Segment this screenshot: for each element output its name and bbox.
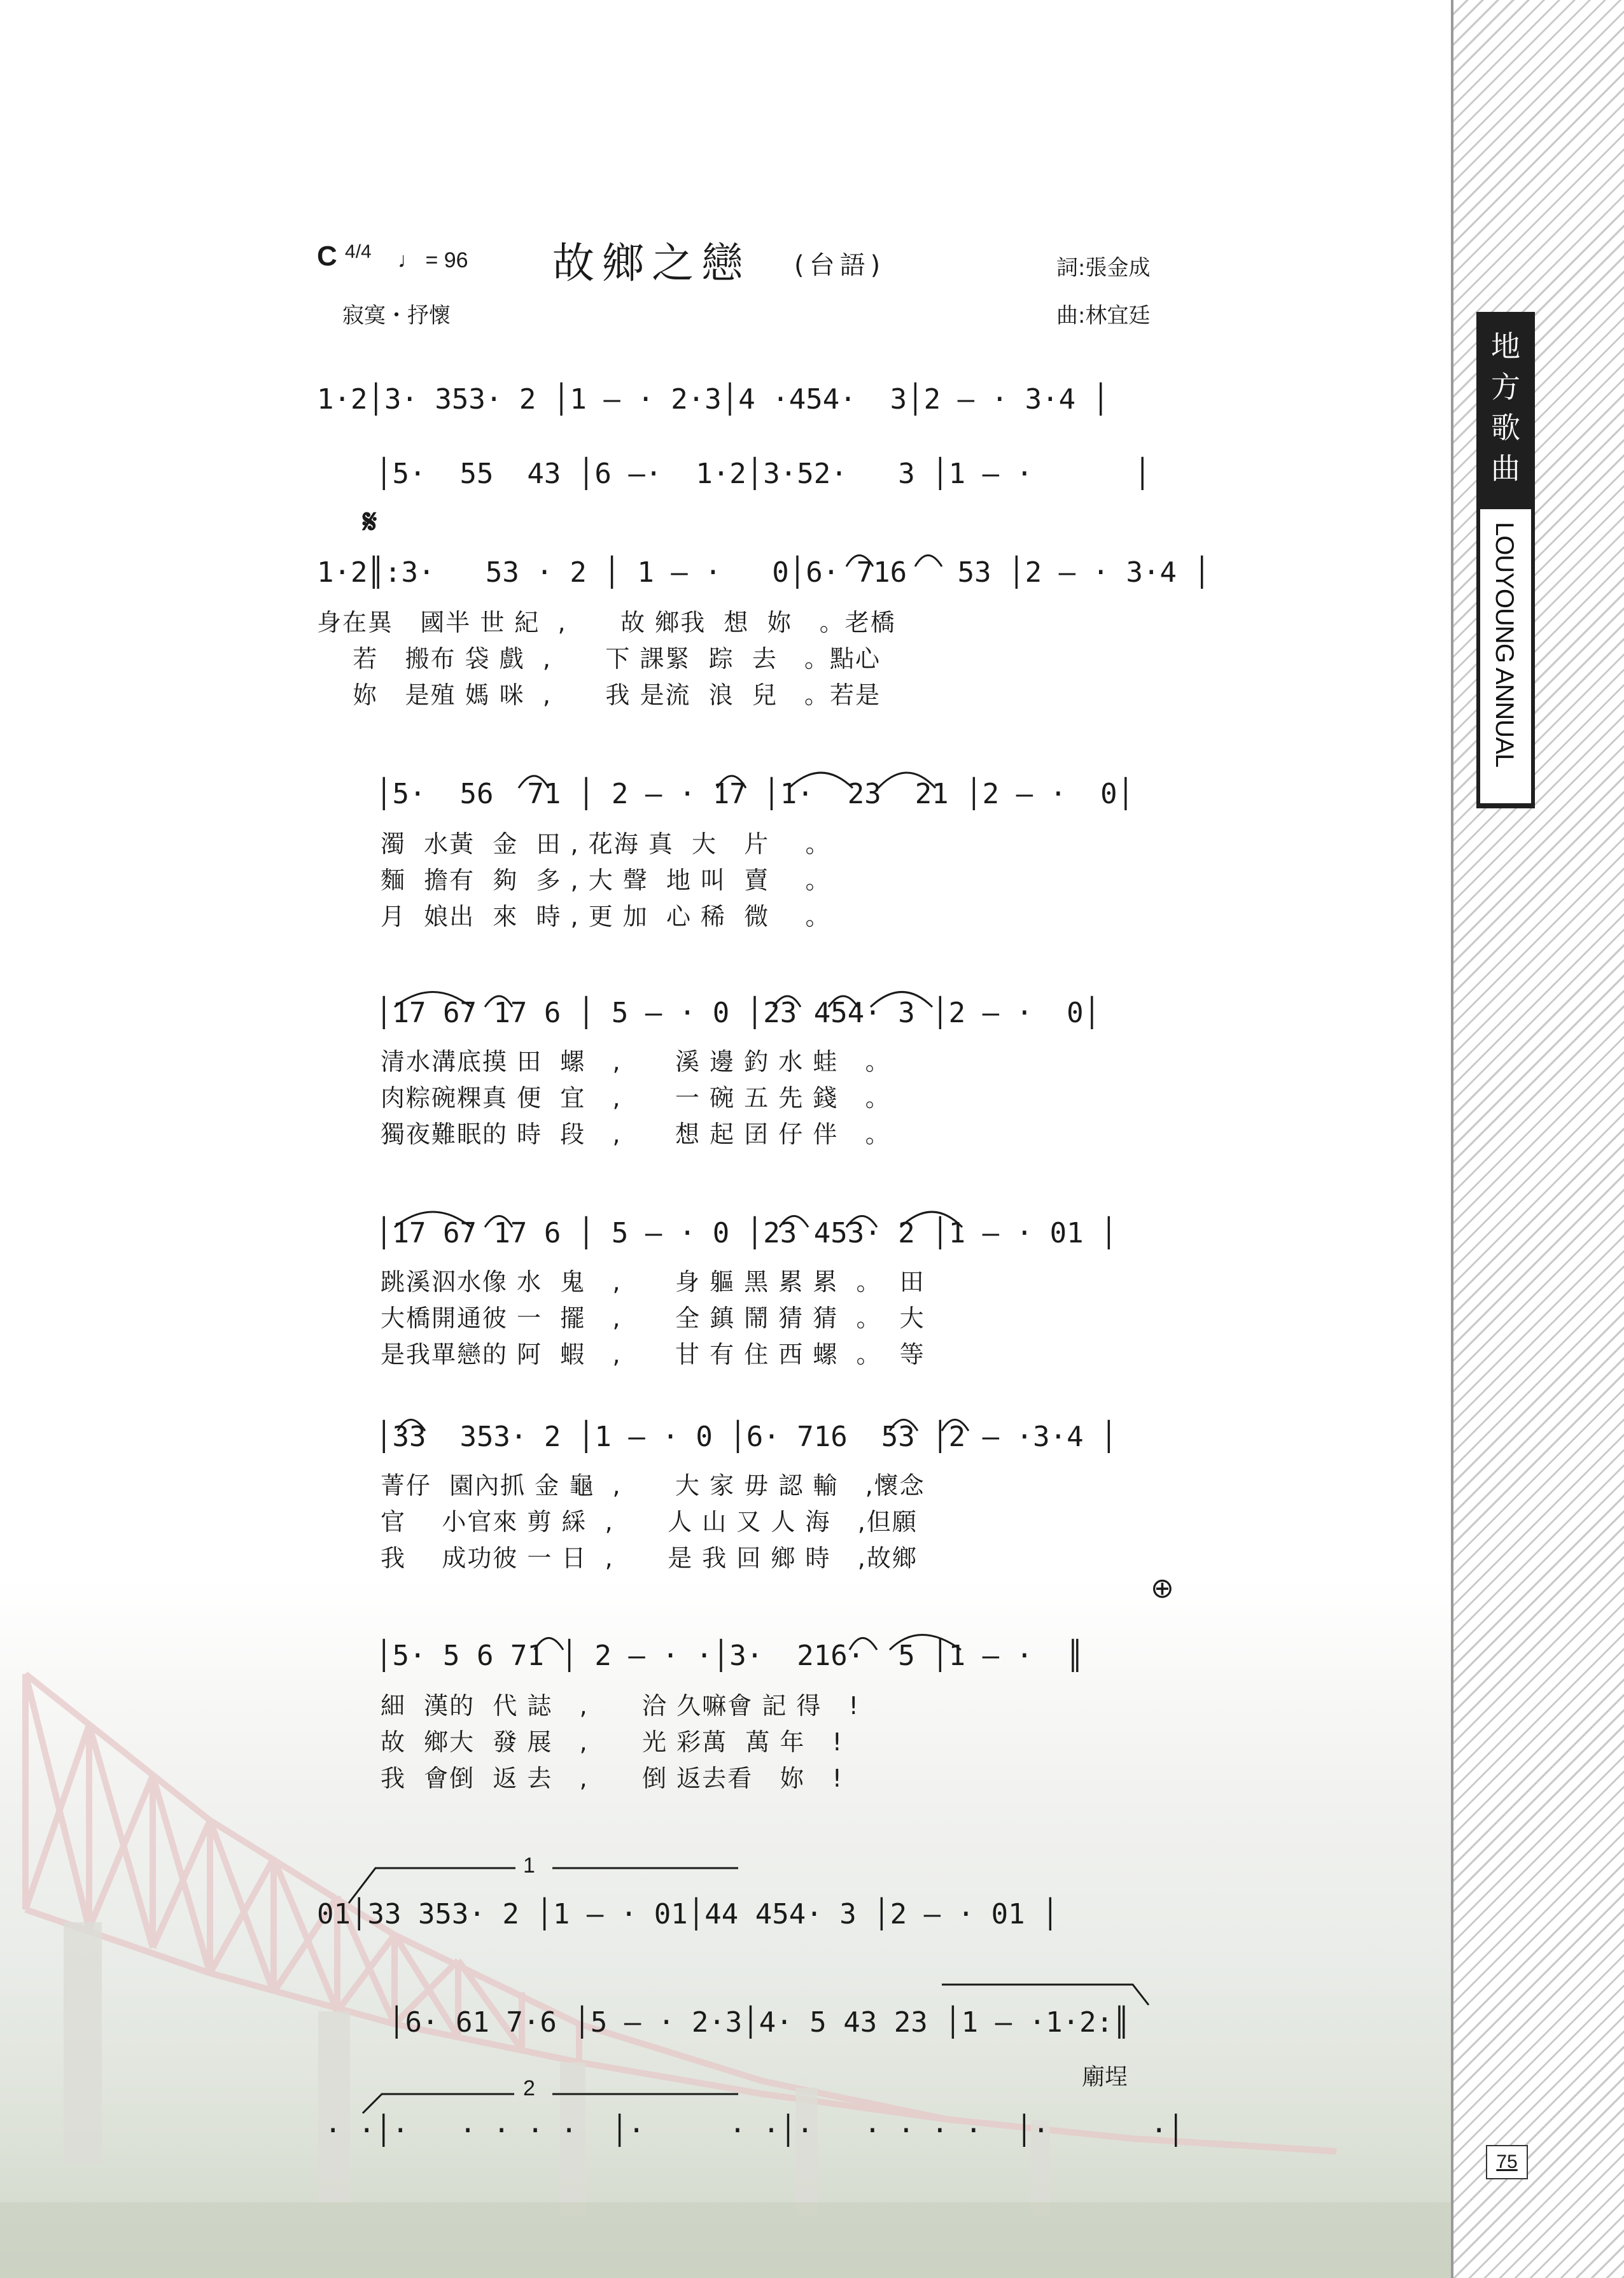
lyrics-line-1-verse-3: 妳 是殖 媽 咪 , 我 是流 浪 兒 。若是 xyxy=(317,681,881,709)
lyrics-line-1-verse-1: 身在異 國半 世 紀 , 故 鄉我 想 妳 。老橋 xyxy=(317,608,896,636)
slur xyxy=(871,992,932,1008)
lyrics-line-2-verse-3: 月 娘出 來 時 , 更 加 心 稀 微 。 xyxy=(381,903,831,931)
slur xyxy=(829,996,858,1007)
annual-label: LOUYOUNG ANNUAL xyxy=(1490,522,1518,768)
slur xyxy=(942,1420,969,1431)
category-char: 方 xyxy=(1491,370,1520,404)
slur xyxy=(890,1420,918,1431)
slur xyxy=(535,1638,563,1650)
slur xyxy=(789,773,853,788)
lyrics-line-5-verse-3: 我 成功彼 一 日 , 是 我 回 鄉 時 ,故鄉 xyxy=(381,1544,918,1572)
lyrics-line-3-verse-1: 清水溝底摸 田 螺 , 溪 邊 釣 水 蛙 。 xyxy=(381,1048,891,1076)
category-char: 歌 xyxy=(1491,411,1520,445)
slur xyxy=(780,1216,808,1228)
lyricist-credit: 詞:張金成 xyxy=(1056,255,1151,281)
segno-sign: 𝄋 xyxy=(363,503,377,541)
category-char: 地 xyxy=(1491,329,1520,363)
song-title: 故鄉之戀 xyxy=(552,239,751,288)
key: C xyxy=(317,241,337,272)
slur xyxy=(846,556,873,567)
slur xyxy=(717,776,746,788)
lyrics-line-2-verse-2: 麵 擔有 夠 多 , 大 聲 地 叫 賣 。 xyxy=(381,866,831,894)
intro-line-2: │5· 55 43 │6 —· 1·2│3·52· 3 │1 — · │ xyxy=(375,458,1151,490)
slur xyxy=(395,1212,471,1227)
lyrics-line-4-verse-2: 大橋開通彼 一 擺 , 全 鎮 鬧 猜 猜 。 大 xyxy=(381,1304,925,1332)
slur xyxy=(900,1212,962,1227)
score-line-5: │33 353· 2 │1 — · 0 │6· 716 53 │2 — ·3·4 │ xyxy=(375,1421,1117,1453)
slur xyxy=(846,1216,877,1228)
score-line-2: │5· 56 71 │ 2 — · 17 │1· 23 21 │2 — · 0│ xyxy=(375,778,1135,810)
volta-bracket xyxy=(363,2094,514,2113)
lyrics-line-4-verse-3: 是我單戀的 阿 蝦 , 甘 有 住 西 螺 。 等 xyxy=(381,1340,925,1368)
lyrics-line-4-verse-1: 跳溪泅水像 水 鬼 , 身 軀 黑 累 累 。 田 xyxy=(381,1268,925,1296)
slur xyxy=(395,992,471,1008)
slur xyxy=(485,1216,512,1228)
score-line-4: │17 67 17 6 │ 5 — · 0 │23 453· 2 │1 — · 01 │ xyxy=(375,1217,1117,1249)
time-signature: 4/4 xyxy=(345,241,372,262)
category-char: 曲 xyxy=(1491,451,1520,486)
lyrics-line-3-verse-3: 獨夜難眠的 時 段 , 想 起 囝 仔 伴 。 xyxy=(381,1120,891,1148)
song-subtitle: (台語) xyxy=(794,251,886,280)
slur xyxy=(773,996,801,1007)
score-line-7: 01│33 353· 2 │1 — · 01│44 454· 3 │2 — · 01 │ xyxy=(317,1898,1059,1930)
mood-marking: 寂寞・抒懷 xyxy=(342,303,451,328)
slur xyxy=(485,996,512,1007)
page-number: 75 xyxy=(1486,2145,1528,2179)
slur xyxy=(890,1635,961,1650)
score-line-9: · ·│· · · · · │· · ·│· · · · · │· ·│ xyxy=(325,2114,1185,2147)
lyrics-line-6-verse-3: 我 會倒 返 去 , 倒 返去看 妳 ! xyxy=(381,1764,843,1792)
first-ending-label: 1 xyxy=(523,1853,535,1878)
volta-bracket xyxy=(349,1868,515,1903)
lyrics-line-6-verse-1: 細 漢的 代 誌 , 洽 久嘛會 記 得 ! xyxy=(381,1692,860,1720)
intro-line-1: 1·2│3· 353· 2 │1 — · 2·3│4 ·454· 3│2 — · 3·4 │ xyxy=(317,383,1110,416)
lyrics-line-5-verse-2: 官 小官來 剪 綵 , 人 山 又 人 海 ,但願 xyxy=(381,1508,918,1536)
coda-sign: ⊕ xyxy=(1151,1572,1174,1605)
tempo-marking: ♩ = 96 xyxy=(398,248,468,272)
score-line-6: │5· 5 6 71 │ 2 — · ·│3· 216· 5 │1 — · ║ xyxy=(375,1640,1084,1672)
volta-bracket xyxy=(942,1985,1149,2005)
ending-note: 廟埕 xyxy=(1082,2064,1128,2090)
slur xyxy=(878,773,935,788)
slur xyxy=(519,776,549,788)
slur xyxy=(850,1638,877,1650)
score-line-8: │6· 61 7·6 │5 — · 2·3│4· 5 43 23 │1 — ·1·2:║ xyxy=(388,2006,1130,2039)
lyrics-line-3-verse-2: 肉粽碗粿真 便 宜 , 一 碗 五 先 錢 。 xyxy=(381,1084,891,1112)
lyrics-line-5-verse-1: 菁仔 園內抓 金 龜 , 大 家 毋 認 輸 ,懷念 xyxy=(381,1472,925,1500)
second-ending-label: 2 xyxy=(523,2076,535,2100)
lyrics-line-1-verse-2: 若 搬布 袋 戲 , 下 課緊 踪 去 。點心 xyxy=(317,645,881,673)
lyrics-line-2-verse-1: 濁 水黃 金 田 , 花海 真 大 片 。 xyxy=(381,830,831,858)
slur xyxy=(398,1420,425,1431)
slur xyxy=(915,556,942,567)
score-line-1: 1·2║:3· 53 · 2 │ 1 — · 0│6· 716 53 │2 — · 3·4 │ xyxy=(317,556,1210,589)
composer-credit: 曲:林宜廷 xyxy=(1056,303,1151,328)
score-line-3: │17 67 17 6 │ 5 — · 0 │23 454· 3 │2 — · 0│ xyxy=(375,997,1101,1029)
lyrics-line-6-verse-2: 故 鄉大 發 展 , 光 彩萬 萬 年 ! xyxy=(381,1728,843,1756)
